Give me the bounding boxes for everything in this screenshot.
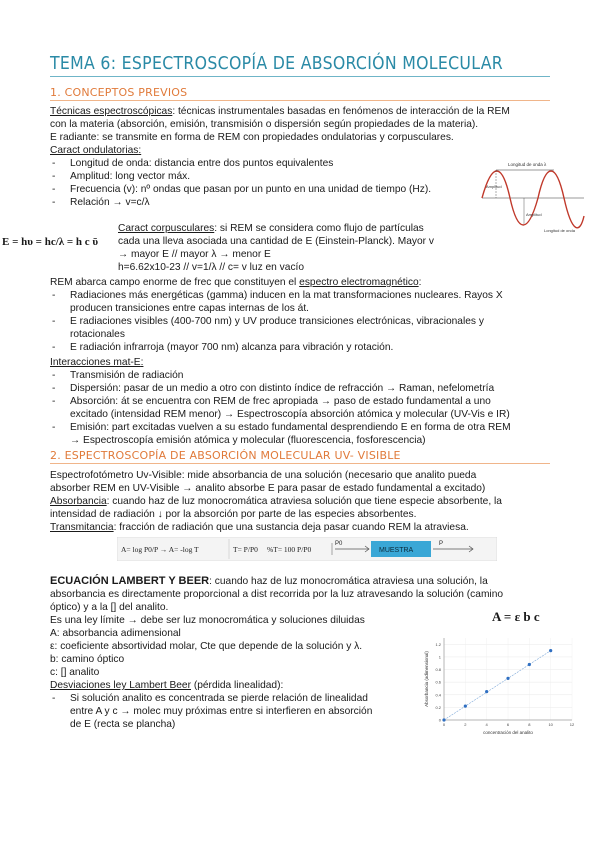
- wave-diagram: [478, 158, 588, 238]
- title-divider: [50, 76, 550, 77]
- data-point: [464, 705, 467, 708]
- page-title: TEMA 6: ESPECTROSCOPÍA DE ABSORCIÓN MOLECULAR: [50, 54, 504, 74]
- list-item: Relación → v=c/λ: [70, 197, 150, 208]
- section-heading-1: 1. CONCEPTOS PREVIOS: [50, 86, 188, 99]
- eq-transmittance: T= P/P0: [233, 545, 258, 554]
- y-tick-label: 0.6: [435, 679, 441, 685]
- corpusculares-line: → mayor E // mayor λ → menor E: [118, 249, 271, 260]
- list-item-cont: → Espectroscopía emisión atómica y molecular (fluorescencia, fosforescencia): [70, 435, 426, 446]
- corpusculares-line: Caract corpusculares: si REM se considera como flujo de partículas: [118, 223, 424, 234]
- y-tick-label: 0.8: [435, 667, 441, 673]
- list-item: E radiación infrarroja (mayor 700 nm) alcanza para vibración y rotación.: [70, 342, 394, 353]
- list-item: E radiaciones visibles (400-700 nm) y UV produce transiciones electrónicas, vibracionales y: [70, 316, 484, 327]
- data-point: [528, 663, 531, 666]
- absorbancia-line: Absorbancia: cuando haz de luz monocromática atraviesa solución que tiene especie absorbente, la: [50, 496, 502, 507]
- definition-line: b: camino óptico: [50, 654, 125, 665]
- definition-line: A: absorbancia adimensional: [50, 628, 181, 639]
- data-point: [549, 649, 552, 652]
- y-tick-label: 0.4: [435, 692, 441, 698]
- section-divider-2: [50, 463, 550, 464]
- paragraph-line: E radiante: se transmite en forma de REM con propiedades ondulatorias y corpusculares.: [50, 132, 454, 143]
- y-tick-label: 0: [438, 717, 441, 723]
- paragraph-line: con la materia (absorción, emisión, transmisión o dispersión según propiedades de la materia).: [50, 119, 479, 130]
- y-tick-label: 0.2: [435, 704, 441, 710]
- list-item: Radiaciones más energéticas (gamma) inducen en la mat transformaciones nucleares. Rayos X: [70, 290, 503, 301]
- eq-percent-t: %T= 100 P/P0: [267, 545, 312, 554]
- paragraph-line: absorbancia es directamente proporcional a dist recorrida por la luz atravesando la solución (camino: [50, 589, 504, 600]
- subheading-ondulatorias: Caract ondulatorias:: [50, 145, 142, 156]
- bullet-dash: -: [52, 693, 56, 704]
- x-tick-label: 0: [442, 722, 446, 727]
- label-p: P: [439, 541, 444, 547]
- subheading-interacciones: Interacciones mat-E:: [50, 357, 144, 368]
- bullet-dash: -: [52, 396, 56, 407]
- bullet-dash: -: [52, 316, 56, 327]
- paragraph-line: óptico) y a la [] del analito.: [50, 602, 169, 613]
- x-axis-label: concentración del analito: [483, 730, 533, 735]
- bullet-dash: -: [52, 383, 56, 394]
- list-item-cont: entre A y c → molec muy próximas entre si interfieren en absorción: [70, 706, 373, 717]
- transmitancia-line: Transmitancia: fracción de radiación que una sustancia deja pasar cuando REM la atraviesa.: [50, 522, 469, 533]
- beer-law-formula: A = ε b c: [492, 609, 540, 624]
- list-item: Dispersión: pasar de un medio a otro con distinto índice de refracción → Raman, nefelometría: [70, 383, 495, 394]
- transmittance-equations-strip: [117, 537, 497, 561]
- data-point: [485, 690, 488, 693]
- list-item-cont: producen transiciones entre capas internas de los át.: [70, 303, 309, 314]
- bullet-dash: -: [52, 290, 56, 301]
- rem-intro: REM abarca campo enorme de frec que constituyen el espectro electromagnético:: [50, 277, 422, 288]
- list-item: Frecuencia (v): nº ondas que pasan por un punto en una unidad de tiempo (Hz).: [70, 184, 432, 195]
- list-item-cont: rotacionales: [70, 329, 125, 340]
- bullet-dash: -: [52, 158, 56, 169]
- paragraph-line: absorber REM en UV-Visible → analito absorbe E para pasar de estado fundamental a excitado): [50, 483, 486, 494]
- wave-label-amp-2: Amplitud: [526, 212, 542, 217]
- list-item: Transmisión de radiación: [70, 370, 184, 381]
- corpusculares-line: h=6.62x10-23 // v=1/λ // c= v luz en vacío: [118, 262, 305, 273]
- x-tick-label: 10: [548, 722, 553, 727]
- list-item: Absorción: át se encuentra con REM de frec apropiada → paso de estado fundamental a uno: [70, 396, 491, 407]
- list-item: Longitud de onda: distancia entre dos puntos equivalentes: [70, 158, 334, 169]
- y-tick-label: 1.2: [435, 641, 441, 647]
- wave-label-lambda: Longitud de onda λ: [508, 162, 547, 167]
- paragraph-tecnicas: Técnicas espectroscópicas: técnicas instrumentales basadas en fenómenos de interacción de la REM: [50, 106, 510, 117]
- eq-absorbance: A= log P0/P → A= -log T: [121, 545, 199, 554]
- x-tick-label: 4: [485, 722, 488, 727]
- bullet-dash: -: [52, 197, 56, 208]
- desviaciones-line: Desviaciones ley Lambert Beer (pérdida linealidad):: [50, 680, 284, 691]
- definition-line: ε: coeficiente absortividad molar, Cte que depende de la solución y λ.: [50, 641, 363, 652]
- bullet-dash: -: [52, 422, 56, 433]
- x-tick-label: 6: [506, 722, 510, 727]
- section-divider-1: [50, 100, 550, 101]
- lambert-beer-line: ECUACIÓN LAMBERT Y BEER: cuando haz de luz monocromática atraviesa una solución, la: [50, 575, 488, 587]
- list-item: Si solución analito es concentrada se pierde relación de linealidad: [70, 693, 368, 704]
- wave-label-amp: Amplitud: [486, 184, 502, 189]
- bullet-dash: -: [52, 171, 56, 182]
- y-axis-label: Absorbancia (adimensional): [424, 651, 429, 707]
- y-tick-label: 1: [438, 654, 441, 660]
- bullet-dash: -: [52, 370, 56, 381]
- x-tick-label: 12: [569, 722, 575, 727]
- paragraph-line: intensidad de radiación ↓ por la absorción por parte de las especies absorbentes.: [50, 509, 417, 520]
- bullet-dash: -: [52, 342, 56, 353]
- bullet-dash: -: [52, 184, 56, 195]
- list-item-cont: de E (recta se plancha): [70, 719, 176, 730]
- paragraph-line: Es una ley límite → debe ser luz monocromática y soluciones diluidas: [50, 615, 365, 626]
- list-item-cont: excitado (intensidad REM menor) → Espectroscopía absorción atómica y molecular (UV-Vis e IR): [70, 409, 510, 420]
- x-tick-label: 2: [464, 722, 467, 727]
- x-tick-label: 8: [528, 722, 531, 727]
- planck-formula: E = hυ = hc/λ = h c ῡ: [2, 236, 99, 248]
- wave-label-x: Longitud de onda: [544, 228, 575, 233]
- list-item: Emisión: part excitadas vuelven a su estado fundamental desprendiendo E en forma de otra REM: [70, 422, 511, 433]
- label-p0: P0: [335, 541, 343, 547]
- list-item: Amplitud: long vector máx.: [70, 171, 191, 182]
- lambert-beer-chart: [420, 630, 580, 740]
- data-point: [506, 677, 509, 680]
- section-heading-2: 2. ESPECTROSCOPÍA DE ABSORCIÓN MOLECULAR UV- VISIBLE: [50, 449, 401, 462]
- definition-line: c: [] analito: [50, 667, 100, 678]
- paragraph-line: Espectrofotómetro Uv-Visible: mide absorbancia de una solución (necesario que analito pueda: [50, 470, 477, 481]
- corpusculares-line: cada una lleva asociada una cantidad de E (Einstein-Planck). Mayor v: [118, 236, 434, 247]
- data-point: [442, 718, 445, 721]
- sample-label: MUESTRA: [379, 547, 414, 554]
